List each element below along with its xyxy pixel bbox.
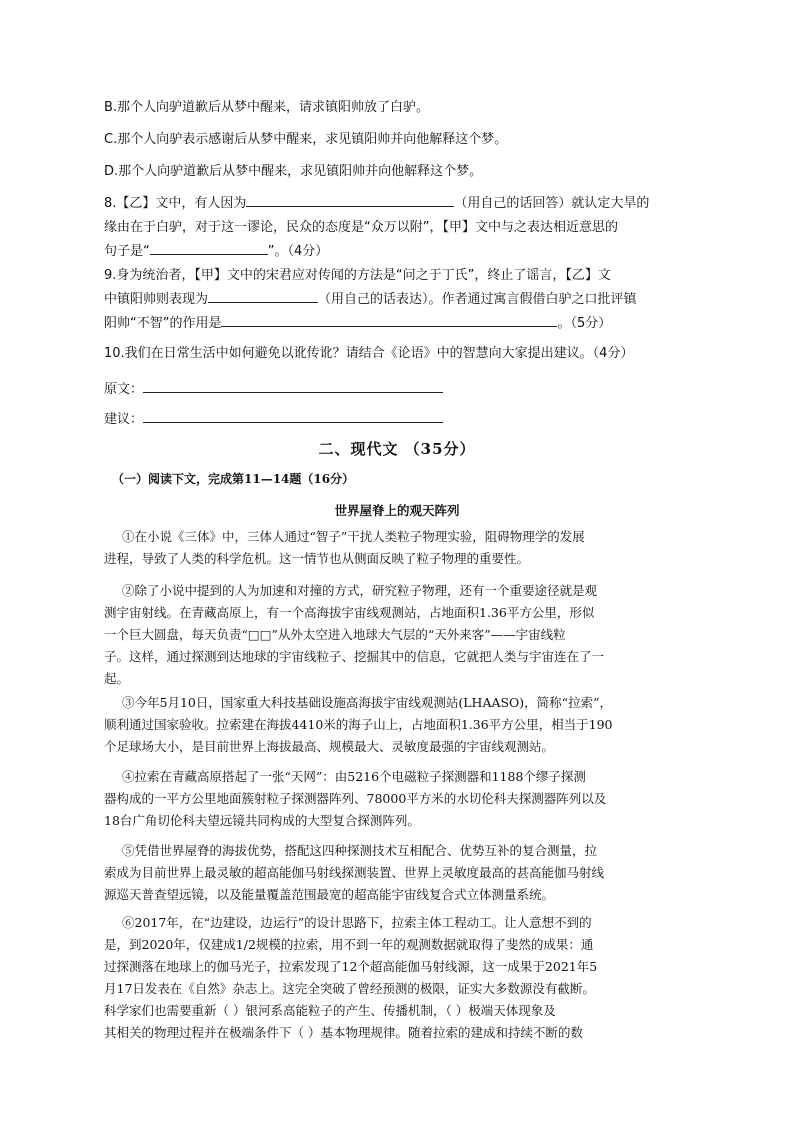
paragraph-5: ⑤凭借世界屋脊的海拔优势，搭配这四种探测技术互相配合、优势互补的复合测量，拉 索成为目前世界上最灵敏的超高能伽马射线探测装置、世界上灵敏度最高的甚高能伽马射线 源巡天普查望远镜，以及能量覆盖范围最宽的超高能宇宙线复合式立体测量系统。 bbox=[104, 843, 605, 902]
question-8 bbox=[104, 192, 684, 264]
q8-text-3b: ”。（4分） bbox=[267, 244, 329, 259]
question-9 bbox=[104, 264, 684, 336]
q8-text-1b: （用自己的话回答）就认定大旱的 bbox=[454, 196, 650, 211]
yuanwen-label: 原文： bbox=[104, 382, 144, 397]
jianyi-blank[interactable] bbox=[143, 408, 443, 423]
yuanwen-blank[interactable] bbox=[143, 378, 443, 393]
q8-blank-2[interactable] bbox=[150, 240, 268, 255]
article-title: 世界屋脊上的观天阵列 bbox=[334, 503, 460, 518]
q9-text-3b: 。（5分） bbox=[557, 316, 612, 331]
question-10: 10.我们在日常生活中如何避免以讹传讹？请结合《论语》中的智慧向大家提出建议。（4分） bbox=[104, 346, 634, 361]
q8-text-1a: 8.【乙】文中，有人因为 bbox=[104, 196, 247, 211]
paragraph-3: ③今年5月10日，国家重大科技基础设施高海拔宇宙线观测站(LHAASO)，简称“拉索”， 顺利通过国家验收。拉索建在海拔4410米的海子山上，占地面积1.36平方公里，相当于190 个足球场大小，是目前世界上海拔最高、规模最大、灵敏度最强的宇宙线观测站。 bbox=[104, 695, 613, 754]
paragraph-4: ④拉索在青藏高原搭起了一张“天网”：由5216个电磁粒子探测器和1188个缪子探测 器构成的一平方公里地面簇射粒子探测器阵列、78000平方米的水切伦科夫探测器阵列以及 18台广角切伦科夫望远镜共同构成的大型复合探测阵列。 bbox=[104, 769, 607, 828]
option-c: C.那个人向驴表示感谢后从梦中醒来，求见镇阳帅并向他解释这个梦。 bbox=[104, 132, 508, 147]
section-title: 二、现代文 （35分） bbox=[318, 440, 476, 458]
q9-text-2a: 中镇阳帅则表现为 bbox=[104, 292, 209, 307]
option-d: D.那个人向驴道歉后从梦中醒来，求见镇阳帅并向他解释这个梦。 bbox=[104, 164, 483, 179]
q9-blank-1[interactable] bbox=[208, 288, 318, 303]
q8-blank-1[interactable] bbox=[246, 192, 454, 207]
q9-text-2b: （用自己的话表达）。作者通过寓言假借白驴之口批评镇 bbox=[318, 292, 637, 307]
section-subtitle: （一）阅读下文，完成第11—14题（16分） bbox=[112, 472, 355, 486]
q8-text-2: 缘由在于白驴，对于这一谬论，民众的态度是“众万以附”，【甲】文中与之表达相近意思的 bbox=[104, 220, 618, 235]
q8-text-3a: 句子是“ bbox=[104, 244, 150, 259]
paragraph-2: ②除了小说中提到的人为加速和对撞的方式，研究粒子物理，还有一个重要途径就是观 测宇宙射线。在青藏高原上，有一个高海拔宇宙线观测站，占地面积1.36平方公里，形似 一个巨大圆盘，每天负责“□□”从外太空进入地球大气层的“天外来客”——宇宙线粒 子。这样，通过探测到达地球的宇宙线粒子、挖掘其中的信息，它就把人类与宇宙连在了一 起。 bbox=[104, 583, 605, 686]
jianyi-label: 建议： bbox=[104, 412, 144, 427]
q9-text-3a: 阳帅“不智”的作用是 bbox=[104, 316, 222, 331]
option-b: B.那个人向驴道歉后从梦中醒来，请求镇阳帅放了白驴。 bbox=[104, 100, 430, 115]
q9-blank-2[interactable] bbox=[221, 312, 557, 327]
paragraph-1: ①在小说《三体》中，三体人通过“智子”干扰人类粒子物理实验，阻碍物理学的发展 进程，导致了人类的科学危机。这一情节也从侧面反映了粒子物理的重要性。 bbox=[104, 529, 585, 566]
jianyi-row bbox=[104, 408, 443, 427]
yuanwen-row bbox=[104, 378, 443, 397]
q9-text-1: 9.身为统治者，【甲】文中的宋君应对传闻的方法是“问之于丁氏”，终止了谣言，【乙】文 bbox=[104, 268, 611, 283]
paragraph-6: ⑥2017年，在“边建设，边运行”的设计思路下，拉索主体工程动工。让人意想不到的 是，到2020年，仅建成1/2规模的拉索，用不到一年的观测数据就取得了斐然的成果：通 过探测落在地球上的伽马光子，拉索发现了12个超高能伽马射线源，这一成果于2021年5 月17日发表在《自然》杂志上。这完全突破了曾经预测的极限，证实大多数源没有截断。 科学家们也需要重新（ ）银河系高能粒子的产生、传播机制，（ ）极端天体现象及 其相关的物理过程并在极端条件下（ ）基本物理规律。随着拉索的建成和持续不断的数 bbox=[104, 915, 598, 1040]
